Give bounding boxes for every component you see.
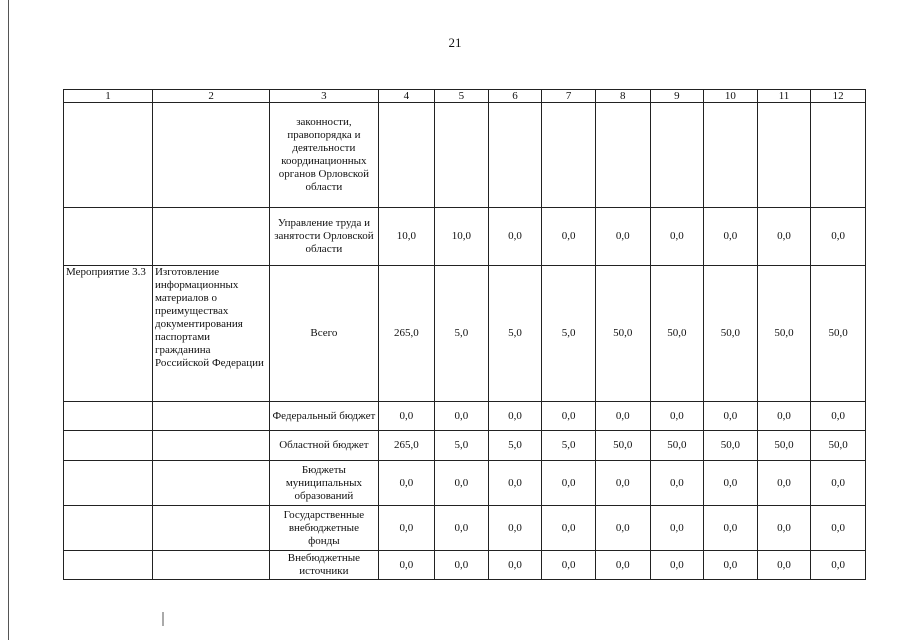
value-cell: 5,0 <box>542 266 596 402</box>
value-cell: 0,0 <box>811 506 866 551</box>
value-cell: 0,0 <box>488 461 542 506</box>
value-cell: 0,0 <box>595 402 650 431</box>
activity-name-cell <box>152 431 269 461</box>
value-cell: 0,0 <box>811 208 866 266</box>
activity-name-cell <box>152 461 269 506</box>
value-cell: 50,0 <box>650 431 704 461</box>
value-cell: 50,0 <box>811 266 866 402</box>
activity-code-cell <box>64 208 153 266</box>
value-cell: 0,0 <box>378 461 435 506</box>
value-cell: 0,0 <box>757 402 811 431</box>
value-cell: 5,0 <box>435 431 489 461</box>
value-cell: 0,0 <box>757 551 811 580</box>
value-cell: 0,0 <box>378 506 435 551</box>
value-cell: 265,0 <box>378 266 435 402</box>
column-header: 9 <box>650 90 704 103</box>
value-cell: 0,0 <box>650 402 704 431</box>
table-row <box>64 266 866 402</box>
value-cell: 50,0 <box>595 266 650 402</box>
value-cell <box>811 103 866 208</box>
table-row <box>64 431 866 461</box>
value-cell <box>595 103 650 208</box>
activity-name-cell: Изготовление информационных материалов о преимуществах документирования паспортами гражданина Российской Федерации <box>152 266 269 402</box>
funding-source-cell: Государственные внебюджетные фонды <box>270 506 378 551</box>
value-cell: 0,0 <box>704 402 758 431</box>
value-cell: 0,0 <box>488 402 542 431</box>
column-header: 6 <box>488 90 542 103</box>
value-cell: 50,0 <box>650 266 704 402</box>
column-header: 12 <box>811 90 866 103</box>
column-header: 10 <box>704 90 758 103</box>
value-cell: 50,0 <box>704 431 758 461</box>
value-cell: 0,0 <box>488 551 542 580</box>
activity-code-cell <box>64 461 153 506</box>
activity-code-cell <box>64 402 153 431</box>
table-row <box>64 402 866 431</box>
value-cell: 5,0 <box>488 431 542 461</box>
value-cell: 5,0 <box>435 266 489 402</box>
table-row <box>64 461 866 506</box>
funding-source-cell: Управление труда и занятости Орловской области <box>270 208 378 266</box>
table-row <box>64 103 866 208</box>
value-cell: 0,0 <box>650 461 704 506</box>
value-cell: 0,0 <box>542 551 596 580</box>
column-header: 4 <box>378 90 435 103</box>
column-header: 8 <box>595 90 650 103</box>
value-cell: 10,0 <box>435 208 489 266</box>
value-cell: 0,0 <box>704 506 758 551</box>
value-cell: 0,0 <box>757 506 811 551</box>
funding-source-cell: Областной бюджет <box>270 431 378 461</box>
value-cell: 0,0 <box>650 551 704 580</box>
column-header: 11 <box>757 90 811 103</box>
value-cell: 0,0 <box>595 461 650 506</box>
value-cell: 5,0 <box>488 266 542 402</box>
column-number-row <box>64 90 866 103</box>
value-cell: 0,0 <box>811 402 866 431</box>
column-header: 7 <box>542 90 596 103</box>
value-cell: 50,0 <box>595 431 650 461</box>
activity-name-cell <box>152 402 269 431</box>
value-cell <box>650 103 704 208</box>
value-cell: 265,0 <box>378 431 435 461</box>
funding-source-cell: законности, правопорядка и деятельности координационных органов Орловской области <box>270 103 378 208</box>
funding-table <box>63 89 866 580</box>
column-header: 2 <box>152 90 269 103</box>
value-cell: 0,0 <box>435 461 489 506</box>
value-cell <box>488 103 542 208</box>
funding-source-cell: Федеральный бюджет <box>270 402 378 431</box>
funding-source-cell: Всего <box>270 266 378 402</box>
value-cell: 0,0 <box>435 402 489 431</box>
value-cell: 0,0 <box>811 551 866 580</box>
activity-code-cell <box>64 431 153 461</box>
value-cell: 0,0 <box>595 208 650 266</box>
value-cell: 0,0 <box>704 551 758 580</box>
value-cell: 0,0 <box>704 461 758 506</box>
funding-source-cell: Бюджеты муниципальных образований <box>270 461 378 506</box>
activity-code-cell: Мероприятие 3.3 <box>64 266 153 402</box>
table-row <box>64 551 866 580</box>
value-cell: 0,0 <box>542 208 596 266</box>
value-cell: 0,0 <box>435 506 489 551</box>
value-cell: 50,0 <box>704 266 758 402</box>
column-header: 5 <box>435 90 489 103</box>
value-cell: 5,0 <box>542 431 596 461</box>
value-cell: 0,0 <box>704 208 758 266</box>
activity-code-cell <box>64 103 153 208</box>
value-cell: 10,0 <box>378 208 435 266</box>
column-header: 3 <box>270 90 378 103</box>
value-cell <box>435 103 489 208</box>
activity-name-cell <box>152 551 269 580</box>
value-cell: 0,0 <box>378 551 435 580</box>
page-number: 21 <box>448 35 462 50</box>
value-cell: 0,0 <box>757 208 811 266</box>
funding-source-cell: Внебюджетные источники <box>270 551 378 580</box>
value-cell: 50,0 <box>757 431 811 461</box>
table-row <box>64 208 866 266</box>
value-cell: 0,0 <box>435 551 489 580</box>
value-cell <box>704 103 758 208</box>
activity-name-cell <box>152 208 269 266</box>
scan-artifact <box>162 612 164 626</box>
value-cell <box>542 103 596 208</box>
value-cell: 0,0 <box>542 461 596 506</box>
value-cell: 0,0 <box>488 208 542 266</box>
value-cell: 0,0 <box>595 551 650 580</box>
activity-name-cell <box>152 506 269 551</box>
value-cell: 0,0 <box>650 208 704 266</box>
value-cell: 0,0 <box>488 506 542 551</box>
scan-page-edge <box>8 0 9 640</box>
value-cell: 0,0 <box>378 402 435 431</box>
table-row <box>64 506 866 551</box>
value-cell: 0,0 <box>650 506 704 551</box>
value-cell <box>757 103 811 208</box>
activity-code-cell <box>64 506 153 551</box>
value-cell: 50,0 <box>757 266 811 402</box>
value-cell: 50,0 <box>811 431 866 461</box>
value-cell <box>378 103 435 208</box>
activity-name-cell <box>152 103 269 208</box>
value-cell: 0,0 <box>542 402 596 431</box>
value-cell: 0,0 <box>595 506 650 551</box>
column-header: 1 <box>64 90 153 103</box>
value-cell: 0,0 <box>542 506 596 551</box>
value-cell: 0,0 <box>811 461 866 506</box>
activity-code-cell <box>64 551 153 580</box>
value-cell: 0,0 <box>757 461 811 506</box>
